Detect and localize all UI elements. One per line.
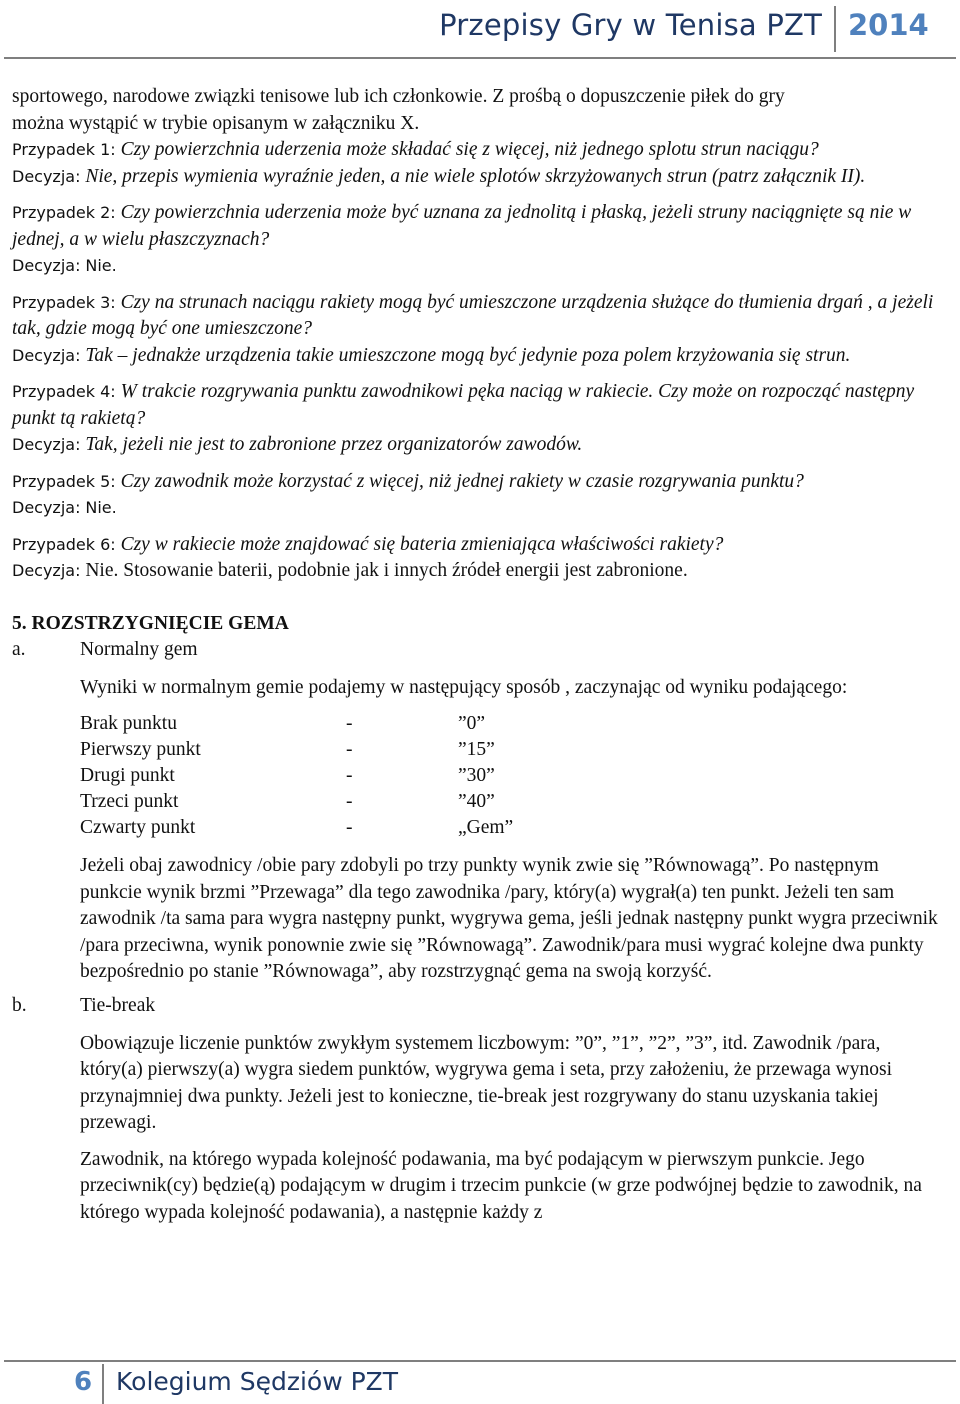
case-question: Czy na strunach naciągu rakiety mogą być umieszczone urządzenia służące do tłumienia drgań , a jeżeli tak, gdzie mogą być one umieszczone? <box>12 291 934 339</box>
page-content <box>12 84 942 1226</box>
case-label: Przypadek 5: <box>12 471 116 491</box>
decision-label: Decyzja: <box>12 166 81 186</box>
header-rule <box>4 57 956 59</box>
intro-line: można wystąpić w trybie opisanym w załączniku X. <box>12 112 420 134</box>
case-label: Przypadek 3: <box>12 292 116 312</box>
deuce-paragraph: Jeżeli obaj zawodnicy /obie pary zdobyli po trzy punkty wynik zwie się ”Równowagą”. Po następnym punkcie wynik brzmi ”Przewaga” dla tego zawodnika /pary, który(a) wygrał(a) ten punkt. Jeżeli ten sam zawodnik /ta sama para wygra następny punkt, wygrywa gema, jeśli jednak następny punkt wygra przeciwnik /para przeciwna, wynik ponownie zwie się ”Równowagą”. Zawodnik/para musi wygrać kolejne dwa punkty bezpośrednio po stanie ”Równowaga”, aby rozstrzygnąć gema na swoją korzyść. <box>80 855 938 982</box>
section-title: 5. ROZSTRZYGNIĘCIE GEMA <box>12 612 289 634</box>
subsection-name: Tie-break <box>80 994 156 1016</box>
page-number: 6 <box>74 1367 93 1397</box>
case-1 <box>12 137 942 190</box>
page-footer <box>0 1358 960 1404</box>
case-question: W trakcie rozgrywania punktu zawodnikowi pęka naciąg w rakiecie. Czy może on rozpocząć następny punkt tą rakietą? <box>12 381 915 429</box>
footer-divider <box>102 1364 104 1404</box>
subsection-b-title <box>12 993 942 1019</box>
score-row <box>80 789 942 815</box>
decision-label: Decyzja: <box>12 435 81 454</box>
score-row <box>80 737 942 763</box>
score-value: „Gem” <box>458 817 514 838</box>
score-row <box>80 815 942 841</box>
case-label: Przypadek 1: <box>12 140 116 159</box>
normal-game-intro: Wyniki w normalnym gemie podajemy w następujący sposób , zaczynając od wyniku podającego: <box>80 676 848 698</box>
case-question: Czy zawodnik może korzystać z więcej, niż jednej rakiety w czasie rozgrywania punktu? <box>120 470 804 492</box>
case-label: Przypadek 4: <box>12 382 116 401</box>
score-dash: - <box>346 739 353 760</box>
score-name: Brak punktu <box>80 713 177 734</box>
header-year: 2014 <box>848 8 929 42</box>
header-divider <box>834 6 836 52</box>
case-decision: Nie. <box>85 256 117 275</box>
score-name: Drugi punkt <box>80 765 175 786</box>
case-3 <box>12 290 942 370</box>
subsection-letter: a. <box>12 638 26 660</box>
score-row <box>80 763 942 789</box>
case-2 <box>12 200 942 280</box>
score-row <box>80 711 942 737</box>
score-value: ”30” <box>458 765 495 786</box>
score-name: Czwarty punkt <box>80 817 196 838</box>
case-4 <box>12 379 942 459</box>
case-5 <box>12 469 942 522</box>
score-dash: - <box>346 817 353 838</box>
footer-text: Kolegium Sędziów PZT <box>116 1367 399 1396</box>
footer-rule <box>4 1360 956 1362</box>
decision-label: Decyzja: <box>12 561 81 580</box>
decision-label: Decyzja: <box>12 345 81 365</box>
score-value: ”15” <box>458 739 495 760</box>
case-label: Przypadek 2: <box>12 203 116 222</box>
decision-label: Decyzja: <box>12 256 81 275</box>
score-name: Pierwszy punkt <box>80 739 201 760</box>
case-decision: Nie. Stosowanie baterii, podobnie jak i innych źródeł energii jest zabronione. <box>85 560 688 581</box>
score-name: Trzeci punkt <box>80 791 179 812</box>
tiebreak-paragraph-1: Obowiązuje liczenie punktów zwykłym systemem liczbowym: ”0”, ”1”, ”2”, ”3”, itd. Zawodnik /para, który(a) pierwszy(a) wygra siedem punktów, wygrywa gema i seta, przy założeniu, że przewaga wynosi przynajmniej dwa punkty. Jeżeli jest to konieczne, tie-break jest rozgrywany do stanu uzyskania takiej przewagi. <box>80 1032 893 1133</box>
case-decision: Nie. <box>85 498 117 517</box>
score-dash: - <box>346 713 353 734</box>
case-decision: Nie, przepis wymienia wyraźnie jeden, a nie wiele splotów skrzyżowanych strun (patrz załącznik II). <box>85 165 866 187</box>
score-value: ”40” <box>458 791 495 812</box>
case-question: Czy powierzchnia uderzenia może składać się z więcej, niż jednego splotu strun naciągu? <box>120 139 819 160</box>
case-6 <box>12 532 942 585</box>
header-title: Przepisy Gry w Tenisa PZT <box>439 8 822 42</box>
tiebreak-paragraph-2: Zawodnik, na którego wypada kolejność podawania, ma być podającym w pierwszym punkcie. Jego przeciwnik(cy) będzie(ą) podającym w drugim i trzecim punkcie (w grze podwójnej będzie to zawodnik, na którego wypada kolejność podawania), a następnie każdy z <box>80 1148 922 1223</box>
case-decision: Tak – jednakże urządzenia takie umieszczone mogą być jedynie poza polem krzyżowania się strun. <box>85 344 851 366</box>
case-decision: Tak, jeżeli nie jest to zabronione przez organizatorów zawodów. <box>85 434 583 455</box>
intro-line: sportowego, narodowe związki tenisowe lub ich członkowie. Z prośbą o dopuszczenie piłek do gry <box>12 86 785 107</box>
score-dash: - <box>346 791 353 812</box>
subsection-letter: b. <box>12 994 27 1016</box>
case-label: Przypadek 6: <box>12 534 116 554</box>
score-value: ”0” <box>458 713 486 734</box>
score-table <box>80 711 942 841</box>
case-question: Czy powierzchnia uderzenia może być uznana za jednolitą i płaską, jeżeli struny naciągnięte są nie w jednej, a w wielu płaszczyznach? <box>12 202 912 250</box>
score-dash: - <box>346 765 353 786</box>
decision-label: Decyzja: <box>12 498 81 517</box>
page-header <box>0 0 960 62</box>
subsection-name: Normalny gem <box>80 638 198 660</box>
subsection-a-title <box>12 637 942 663</box>
case-question: Czy w rakiecie może znajdować się bateria zmieniająca właściwości rakiety? <box>120 533 724 555</box>
